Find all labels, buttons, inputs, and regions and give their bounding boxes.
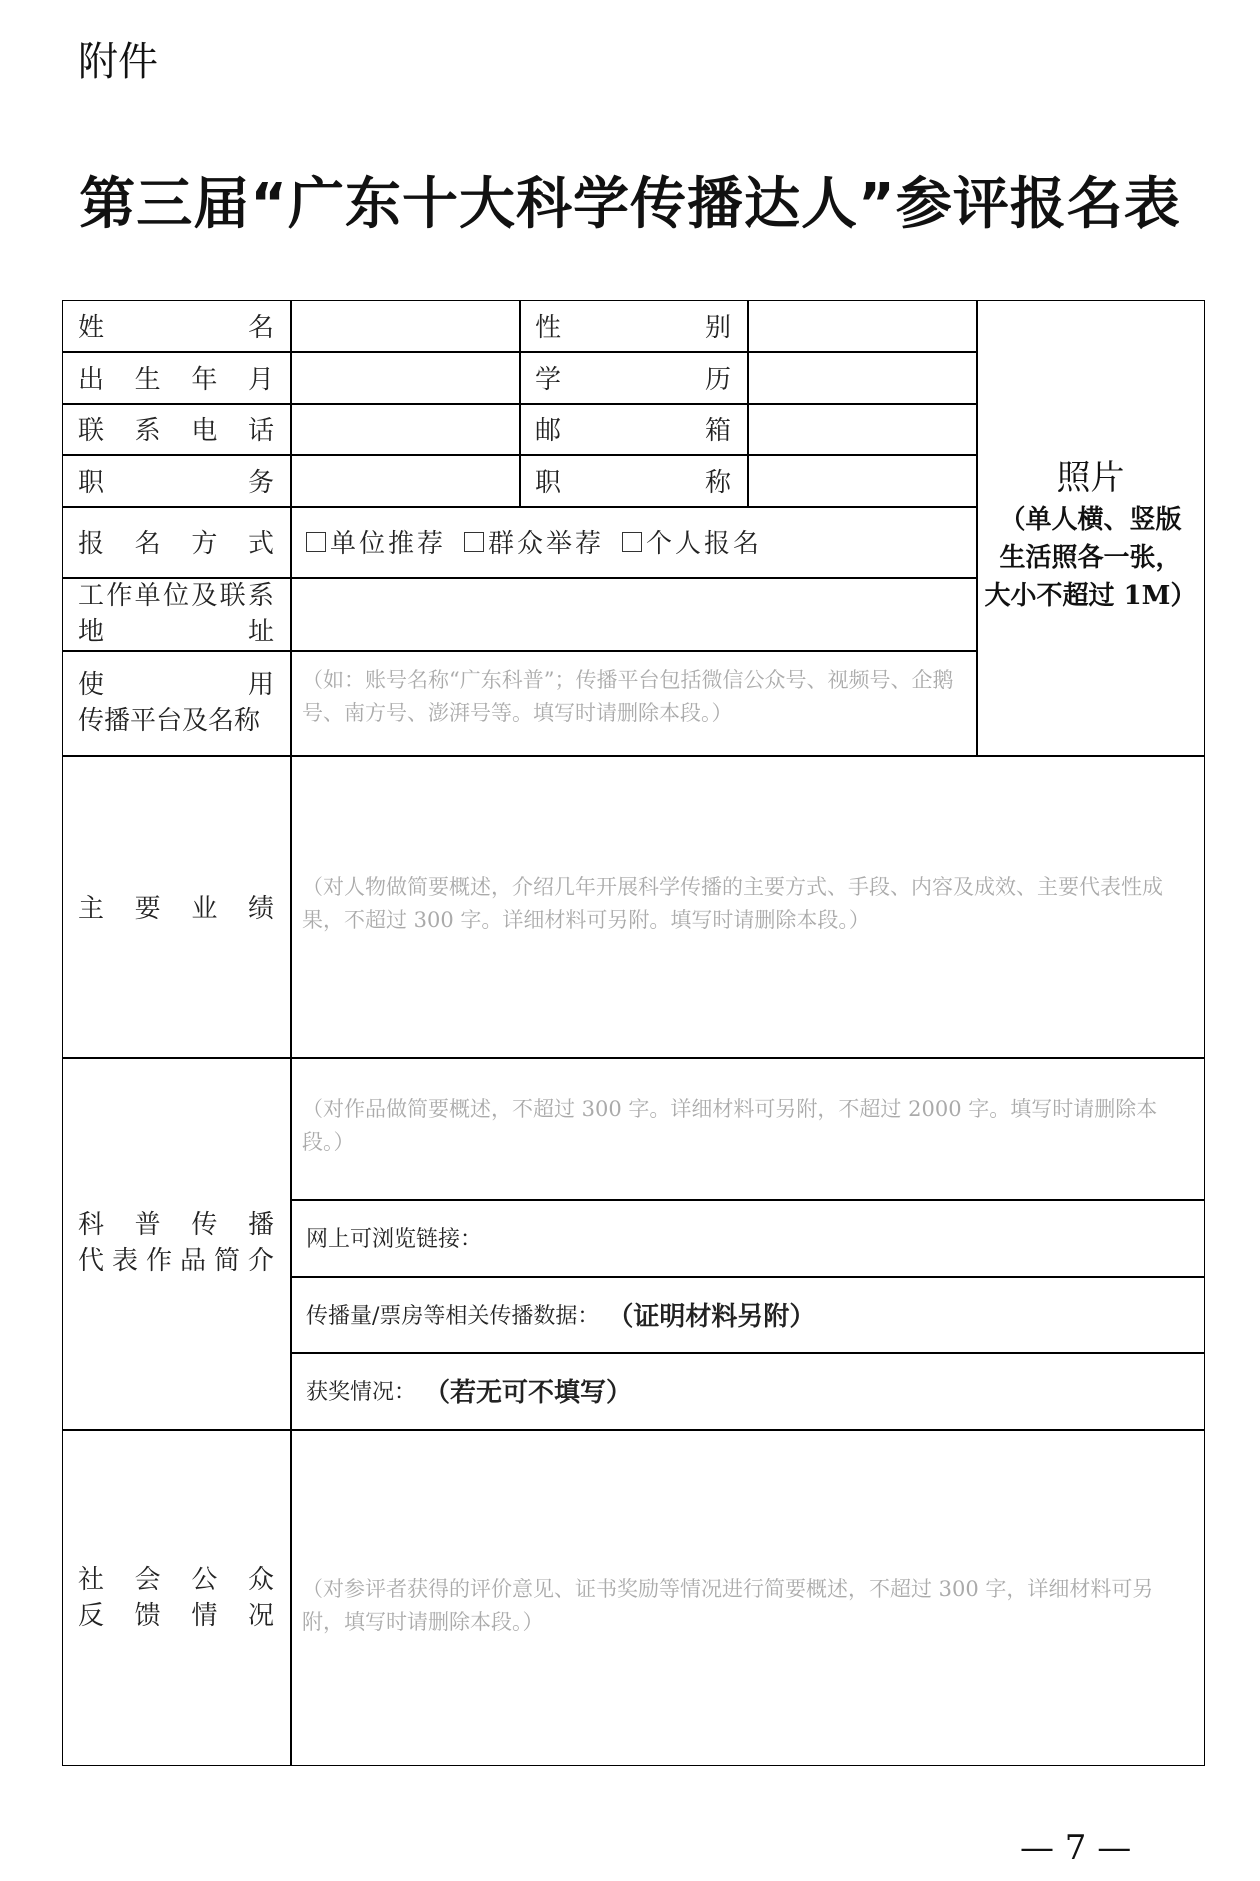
feedback-field[interactable]: （对参评者获得的评价意见、证书奖励等情况进行简要概述，不超过 300 字，详细材料可另附，填写时请删除本段。） bbox=[302, 1577, 1154, 1634]
photo-title: 照片 bbox=[1056, 458, 1125, 498]
form-title: 第三届“广东十大科学传播达人”参评报名表 bbox=[79, 172, 1181, 237]
achievement-label: 主 要 业 绩 bbox=[78, 893, 274, 924]
option-unit[interactable]: 单位推荐 bbox=[306, 523, 446, 560]
name-field[interactable] bbox=[290, 300, 519, 351]
checkbox-icon[interactable] bbox=[306, 532, 326, 552]
position-field[interactable] bbox=[290, 454, 519, 506]
achievement-field[interactable]: （对人物做简要概述，介绍几年开展科学传播的主要方式、手段、内容及成效、主要代表性成果，不超过 300 字。详细材料可另附。填写时请删除本段。） bbox=[302, 875, 1163, 932]
email-label: 邮 箱 bbox=[535, 416, 731, 446]
works-data-field[interactable]: 传播量/票房等相关传播数据： （证明材料另附） bbox=[306, 1301, 816, 1332]
photo-box[interactable] bbox=[976, 300, 1205, 755]
email-field[interactable] bbox=[747, 403, 976, 454]
workplace-label: 工 作 单 位 及 联 系 地 址 bbox=[78, 580, 274, 647]
checkbox-icon[interactable] bbox=[622, 532, 642, 552]
education-field[interactable] bbox=[747, 351, 976, 403]
signup-label: 报 名 方 式 bbox=[78, 529, 274, 559]
phone-label: 联 系 电 话 bbox=[78, 416, 274, 446]
option-public[interactable]: 群众举荐 bbox=[464, 523, 604, 560]
education-label: 学 历 bbox=[535, 364, 731, 395]
attachment-label: 附件 bbox=[78, 39, 158, 85]
works-link-field[interactable]: 网上可浏览链接： bbox=[306, 1227, 483, 1252]
page-number: — 7 — bbox=[1020, 1828, 1132, 1868]
checkbox-icon[interactable] bbox=[464, 532, 484, 552]
name-label: 姓 名 bbox=[78, 313, 274, 343]
works-award-field[interactable]: 获奖情况： （若无可不填写） bbox=[306, 1378, 633, 1408]
gender-label: 性 别 bbox=[535, 313, 731, 343]
birth-label: 出 生 年 月 bbox=[78, 364, 274, 395]
registration-form bbox=[62, 300, 1205, 1766]
position-label: 职 务 bbox=[78, 467, 274, 498]
gender-field[interactable] bbox=[747, 300, 976, 351]
platform-label: 使 用 传播平台及名称 bbox=[78, 669, 274, 736]
photo-desc: （单人横、竖版 生活照各一张， 大小不超过 1M） bbox=[984, 505, 1197, 611]
title-field[interactable] bbox=[747, 454, 976, 506]
signup-options bbox=[290, 506, 976, 577]
works-label: 科 普 传 播 代 表 作 品 简 介 bbox=[78, 1210, 274, 1276]
phone-field[interactable] bbox=[290, 403, 519, 454]
birth-field[interactable] bbox=[290, 351, 519, 403]
workplace-field[interactable] bbox=[290, 577, 976, 650]
platform-field[interactable]: （如：账号名称“广东科普”；传播平台包括微信公众号、视频号、企鹅号、南方号、澎湃号等。填写时请删除本段。） bbox=[302, 668, 954, 725]
option-self[interactable]: 个人报名 bbox=[622, 523, 762, 560]
feedback-label: 社 会 公 众 反 馈 情 况 bbox=[78, 1564, 274, 1631]
works-summary-field[interactable]: （对作品做简要概述，不超过 300 字。详细材料可另附，不超过 2000 字。填写时请删除本段。） bbox=[302, 1097, 1158, 1154]
title-label: 职 称 bbox=[535, 467, 731, 498]
